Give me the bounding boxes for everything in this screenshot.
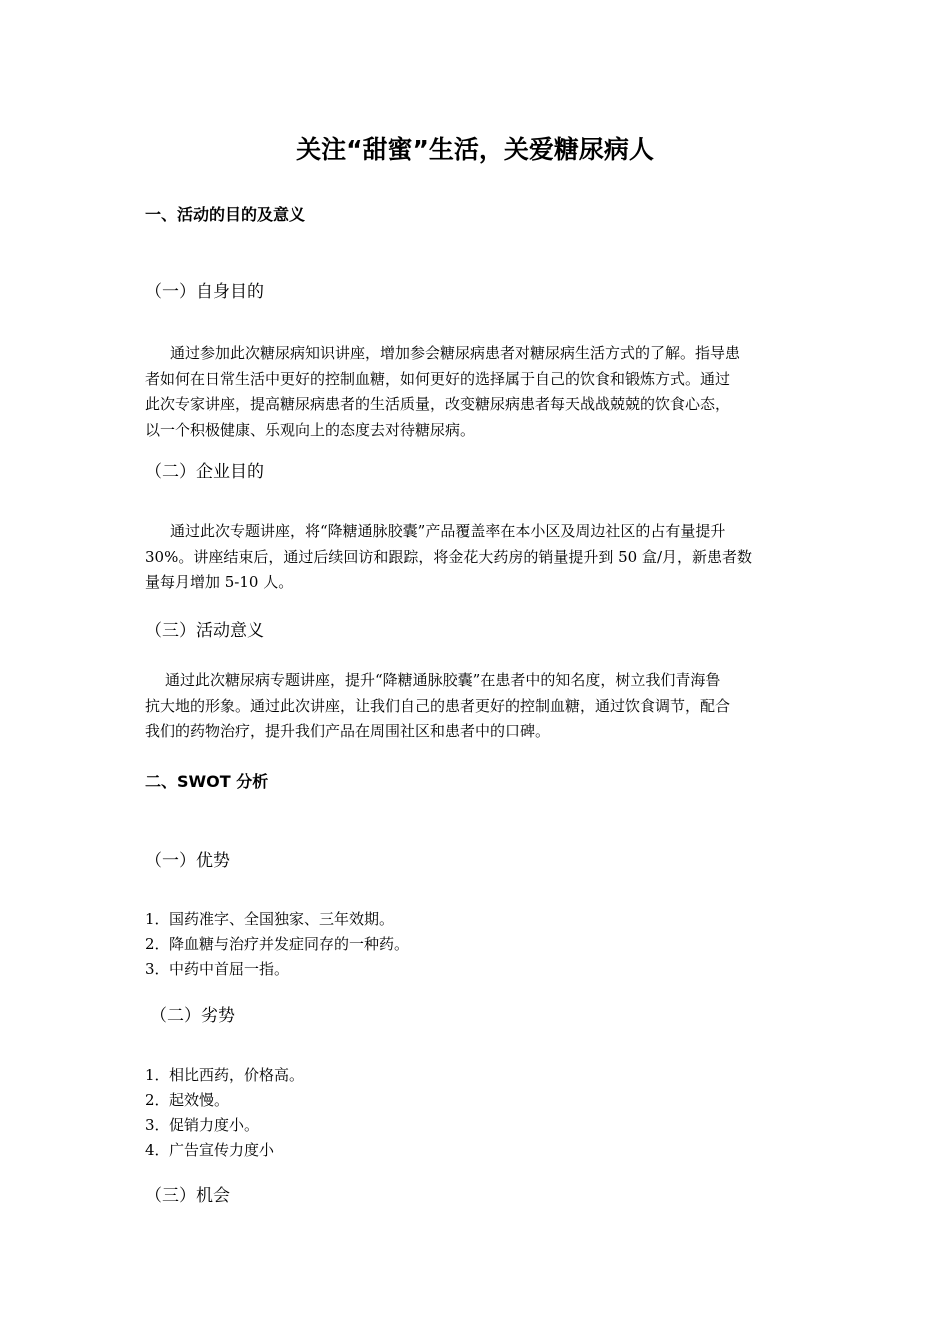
- paragraph-line: 通过参加此次糖尿病知识讲座，增加参会糖尿病患者对糖尿病生活方式的了解。指导患: [170, 344, 741, 362]
- paragraph-activity-significance: [145, 668, 807, 745]
- strengths-list: [145, 907, 409, 982]
- subheading-weaknesses: （二）劣势: [150, 1006, 235, 1026]
- paragraph-line: 以一个积极健康、乐观向上的态度去对待糖尿病。: [145, 420, 476, 439]
- list-item: 1．国药准字、全国独家、三年效期。: [145, 910, 395, 928]
- section-heading-swot: 二、SWOT 分析: [145, 772, 269, 791]
- list-item: 2．降血糖与治疗并发症同存的一种药。: [145, 935, 410, 953]
- paragraph-line: 者如何在日常生活中更好的控制血糖，如何更好的选择属于自己的饮食和锻炼方式。通过: [145, 369, 731, 388]
- subheading-business-purpose: （二）企业目的: [145, 462, 264, 482]
- subheading-self-purpose: （一）自身目的: [145, 282, 264, 302]
- list-item: 3．促销力度小。: [145, 1116, 260, 1134]
- paragraph-line: 我们的药物治疗，提升我们产品在周围社区和患者中的口碑。: [145, 722, 551, 740]
- paragraph-self-purpose: [145, 341, 807, 443]
- section-heading-purpose: 一、活动的目的及意义: [145, 205, 306, 224]
- paragraph-line: 此次专家讲座，提高糖尿病患者的生活质量，改变糖尿病患者每天战战兢兢的饮食心态，: [145, 395, 731, 413]
- weaknesses-list: [145, 1063, 304, 1163]
- paragraph-line: 抗大地的形象。通过此次讲座，让我们自己的患者更好的控制血糖，通过饮食调节，配合: [145, 696, 731, 715]
- list-item: 4．广告宣传力度小: [145, 1141, 275, 1159]
- paragraph-line: 通过此次糖尿病专题讲座，提升“降糖通脉胶囊”在患者中的知名度，树立我们青海鲁: [165, 671, 721, 689]
- paragraph-line: 量每月增加 5-10 人。: [145, 573, 294, 591]
- subheading-activity-significance: （三）活动意义: [145, 621, 264, 641]
- document-title: 关注“甜蜜”生活，关爱糖尿病人: [296, 135, 654, 164]
- subheading-opportunities: （三）机会: [145, 1186, 230, 1206]
- paragraph-business-purpose: [145, 519, 807, 596]
- paragraph-line: 30%。讲座结束后，通过后续回访和跟踪，将金花大药房的销量提升到 50 盒/月，新患者数: [145, 547, 753, 566]
- list-item: 1．相比西药，价格高。: [145, 1066, 305, 1084]
- list-item: 2．起效慢。: [145, 1091, 230, 1109]
- list-item: 3．中药中首屈一指。: [145, 960, 290, 978]
- subheading-strengths: （一）优势: [145, 851, 230, 871]
- paragraph-line: 通过此次专题讲座，将“降糖通脉胶囊”产品覆盖率在本小区及周边社区的占有量提升: [170, 522, 726, 540]
